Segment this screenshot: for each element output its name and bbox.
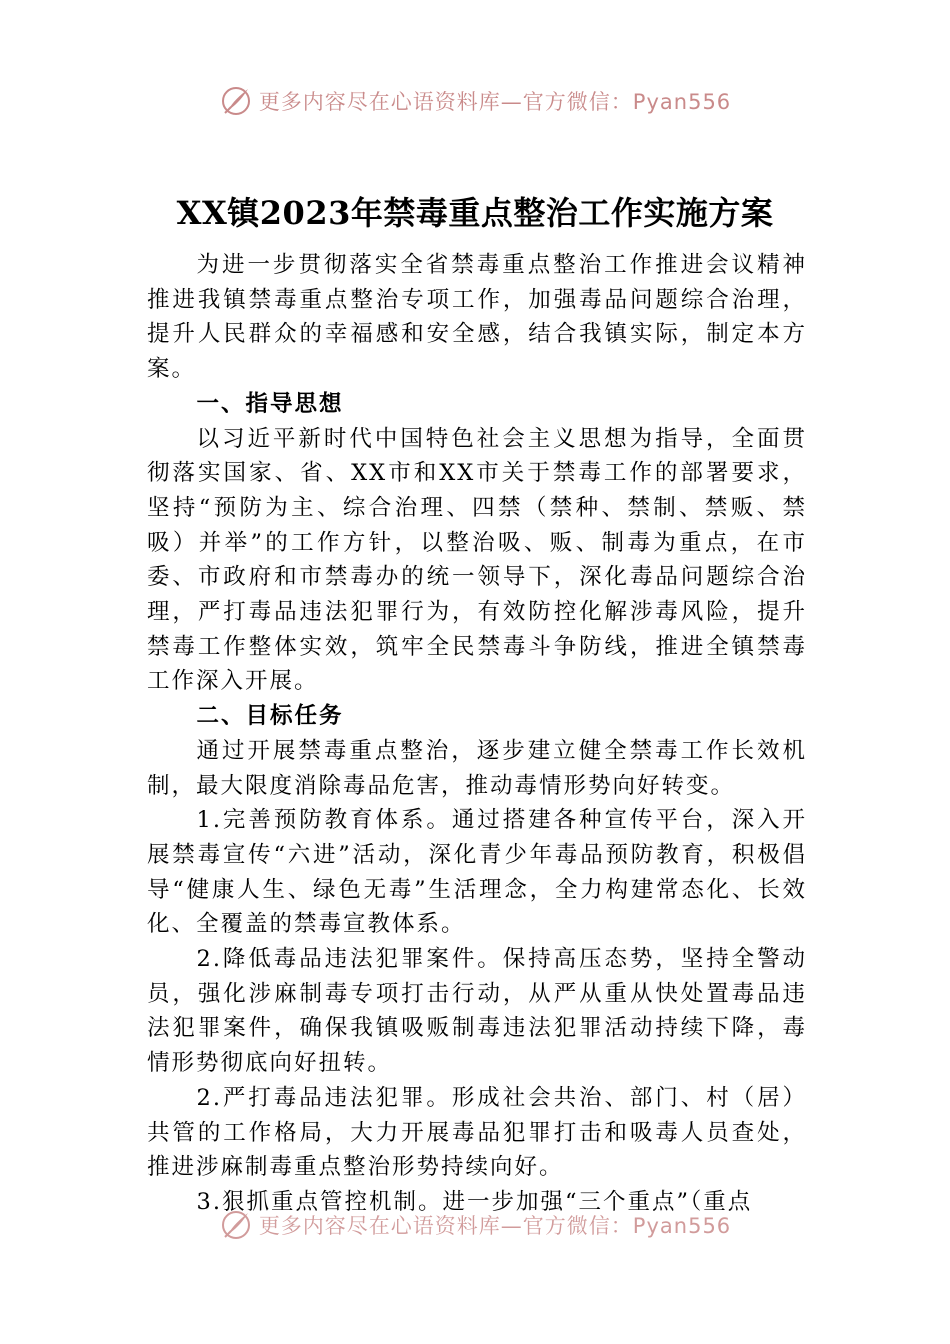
watermark-text: 更多内容尽在心语资料库—官方微信：Pyan556 (258, 90, 732, 114)
watermark-header (0, 84, 950, 118)
paragraph: 1.完善预防教育体系。通过搭建各种宣传平台，深入开展禁毒宣传“六进”活动，深化青少年毒品预防教育，积极倡导“健康人生、绿色无毒”生活理念，全力构建常态化、长效化、全覆盖的禁毒宣教体系。 (147, 807, 807, 938)
watermark-footer (0, 1208, 950, 1242)
paragraph: 2.降低毒品违法犯罪案件。保持高压态势，坚持全警动员，强化涉麻制毒专项打击行动，从严从重从快处置毒品违法犯罪案件，确保我镇吸贩制毒违法犯罪活动持续下降，毒情形势彻底向好扭转。 (147, 946, 807, 1077)
paragraph: 通过开展禁毒重点整治，逐步建立健全禁毒工作长效机制，最大限度消除毒品危害，推动毒情形势向好转变。 (147, 737, 807, 799)
document-body (147, 248, 807, 1220)
document-title: XX镇2023年禁毒重点整治工作实施方案 (176, 194, 774, 232)
paragraph: 以习近平新时代中国特色社会主义思想为指导，全面贯彻落实国家、省、XX市和XX市关于禁毒工作的部署要求，坚持“预防为主、综合治理、四禁（禁种、禁制、禁贩、禁吸）并举”的工作方针，以整治吸、贩、制毒为重点，在市委、市政府和市禁毒办的统一领导下，深化毒品问题综合治理，严打毒品违法犯罪行为，有效防控化解涉毒风险，提升禁毒工作整体实效，筑牢全民禁毒斗争防线，推进全镇禁毒工作深入开展。 (147, 425, 807, 695)
feather-quill-logo-icon (219, 84, 253, 118)
paragraph: 3.狠抓重点管控机制。进一步加强“三个重点”（重点 (196, 1188, 753, 1215)
paragraph: 2.严打毒品违法犯罪。形成社会共治、部门、村（居）共管的工作格局，大力开展毒品犯罪打击和吸毒人员查处，推进涉麻制毒重点整治形势持续向好。 (147, 1084, 807, 1181)
intro-paragraph: 为进一步贯彻落实全省禁毒重点整治工作推进会议精神推进我镇禁毒重点整治专项工作，加强毒品问题综合治理，提升人民群众的幸福感和安全感，结合我镇实际，制定本方案。 (147, 252, 807, 383)
feather-quill-logo-icon (219, 1208, 253, 1242)
watermark-text: 更多内容尽在心语资料库—官方微信：Pyan556 (258, 1214, 732, 1238)
section-heading-objectives: 二、目标任务 (196, 703, 344, 730)
section-heading-guiding-ideology: 一、指导思想 (196, 390, 344, 417)
